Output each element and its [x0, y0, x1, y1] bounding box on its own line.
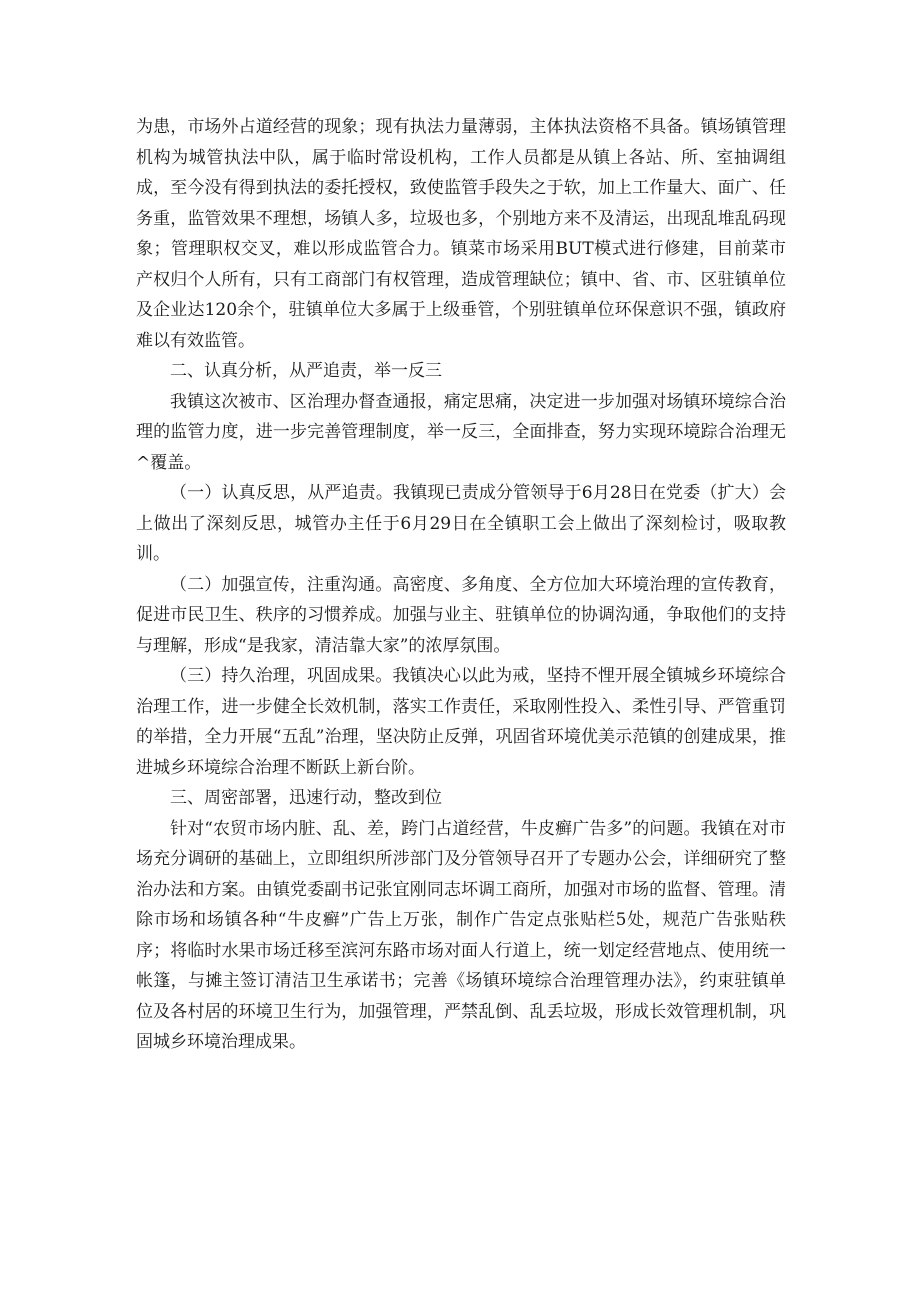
paragraph: （三）持久治理，巩固成果。我镇决心以此为戒，坚持不悝开展全镇城乡环境综合治理工作，进一步健全长效机制，落实工作责任，采取刚性投入、柔性引导、严管重罚的举措，全力开展“五乱”治理，坚决防止反弹，巩固省环境优美示范镇的创建成果，推进城乡环境综合治理不断跃上新台阶。 [136, 666, 786, 778]
paragraph: 我镇这次被市、区治理办督查通报，痛定思痛，决定进一步加强对场镇环境综合治理的监管力度，进一步完善管理制度，举一反三，全面排查，努力实现环境踪合治理无^覆盖。 [136, 391, 786, 473]
paragraph: 针对“农贸市场内脏、乱、差，跨门占道经营，牛皮癣广告多”的问题。我镇在对市场充分调研的基础上，立即组织所涉部门及分管领导召开了专题办公会，详细研究了整治办法和方案。由镇党委副书记张宜刚同志坏调工商所，加强对市场的监督、管理。清除市场和场镇各种“牛皮癣”广告上万张，制作广告定点张贴栏5处，规范广告张贴秩序；将临时水果市场迁移至滨河东路市场对面人行道上，统一划定经营地点、使用统一帐篷，与摊主签订清洁卫生承诺书；完善《场镇环境综合治理管理办法》，约束驻镇单位及各村居的环境卫生行为，加强管理，严禁乱倒、乱丢垃圾，形成长效管理机制，巩固城乡环境治理成果。 [136, 818, 786, 1052]
section-heading-3: 三、周密部署，迅速行动，整改到位 [170, 788, 442, 808]
paragraph-continued: 为患，市场外占道经营的现象；现有执法力量薄弱，主体执法资格不具备。镇场镇管理机构为城管执法中队，属于临时常设机构，工作人员都是从镇上各站、所、室抽调组成，至今没有得到执法的委托授权，致使监管手段失之于软，加上工作量大、面广、任务重，监管效果不理想，场镇人多，垃圾也多，个别地方来不及清运，出现乱堆乱码现象；管理职权交叉，难以形成监管合力。镇菜市场采用BUT模式进行修建，目前菜市产权归个人所有，只有工商部门有权管理，造成管理缺位；镇中、省、市、区驻镇单位及企业达120余个，驻镇单位大多属于上级垂管，个别驻镇单位环保意识不强，镇政府难以有效监管。 [136, 117, 786, 351]
paragraph: （一）认真反思，从严追责。我镇现已责成分管领导于6月28日在党委（扩大）会上做出了深刻反思，城管办主任于6月29日在全镇职工会上做出了深刻检讨，吸取教训。 [136, 483, 786, 564]
section-heading-2: 二、认真分析，从严追责，举一反三 [170, 361, 442, 381]
paragraph: （二）加强宣传，注重沟通。高密度、多角度、全方位加大环境治理的宣传教育，促进市民卫生、秩序的习惯养成。加强与业主、驻镇单位的协调沟通，争取他们的支持与理解，形成“是我家，清洁靠大家”的浓厚氛围。 [136, 574, 786, 656]
document-body [136, 112, 786, 1058]
